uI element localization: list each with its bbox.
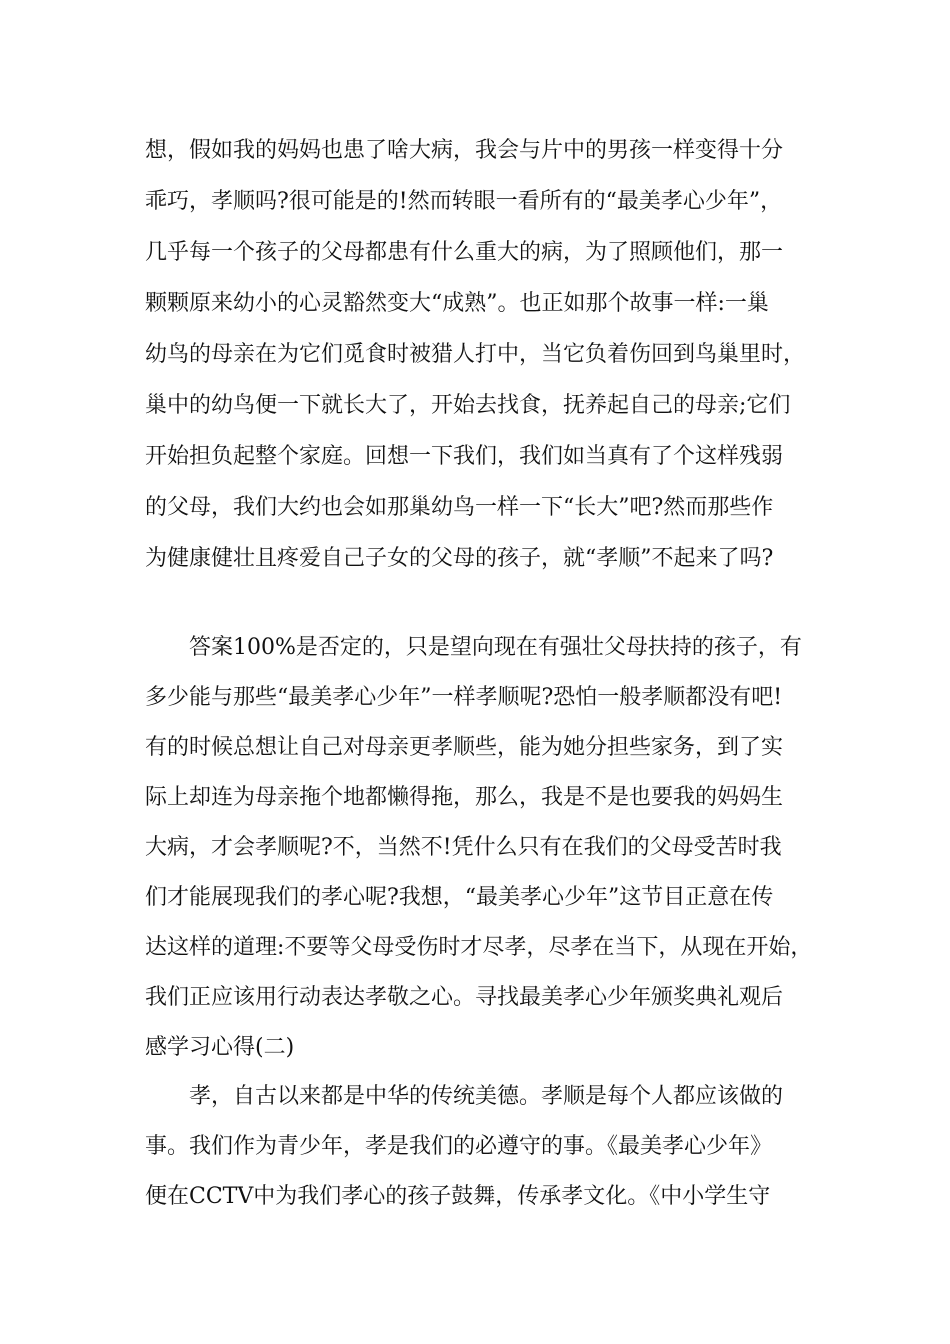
text-line: 达这样的道理:不要等父母受伤时才尽孝，尽孝在当下，从现在开始， [145, 935, 813, 960]
text-line: 孝，自古以来都是中华的传统美德。孝顺是每个人都应该做的 [145, 1084, 784, 1109]
text-line: 际上却连为母亲拖个地都懒得拖，那么，我是不是也要我的妈妈生 [145, 785, 784, 810]
text-line: 的父母，我们大约也会如那巢幼鸟一样一下“长大”吧?然而那些作 [145, 495, 774, 520]
text-line: 几乎每一个孩子的父母都患有什么重大的病，为了照顾他们，那一 [145, 240, 784, 265]
text-line: 多少能与那些“最美孝心少年”一样孝顺呢?恐怕一般孝顺都没有吧! [145, 685, 783, 710]
text-line: 为健康健壮且疼爱自己子女的父母的孩子，就“孝顺”不起来了吗? [145, 546, 774, 571]
text-line: 颗颗原来幼小的心灵豁然变大“成熟”。也正如那个故事一样:一巢 [145, 291, 769, 316]
text-line: 便在CCTV中为我们孝心的孩子鼓舞，传承孝文化。《中小学生守 [145, 1184, 771, 1209]
text-line: 答案100%是否定的，只是望向现在有强壮父母扶持的孩子，有 [145, 635, 802, 660]
text-line: 巢中的幼鸟便一下就长大了，开始去找食，抚养起自己的母亲;它们 [145, 393, 791, 418]
text-line: 幼鸟的母亲在为它们觅食时被猎人打中，当它负着伤回到鸟巢里时， [145, 342, 806, 367]
text-line: 乖巧，孝顺吗?很可能是的!然而转眼一看所有的“最美孝心少年”， [145, 189, 783, 214]
text-line: 们才能展现我们的孝心呢?我想，“最美孝心少年”这节目正意在传 [145, 885, 774, 910]
text-line: 大病，才会孝顺呢?不，当然不!凭什么只有在我们的父母受苦时我 [145, 835, 782, 860]
text-line: 我们正应该用行动表达孝敬之心。寻找最美孝心少年颁奖典礼观后 [145, 985, 784, 1010]
text-line: 有的时候总想让自己对母亲更孝顺些，能为她分担些家务，到了实 [145, 735, 784, 760]
text-line: 事。我们作为青少年，孝是我们的必遵守的事。《最美孝心少年》 [145, 1134, 773, 1159]
text-line: 想，假如我的妈妈也患了啥大病，我会与片中的男孩一样变得十分 [145, 138, 784, 163]
text-line: 开始担负起整个家庭。回想一下我们，我们如当真有了个这样残弱 [145, 444, 784, 469]
text-line: 感学习心得(二) [145, 1035, 295, 1060]
